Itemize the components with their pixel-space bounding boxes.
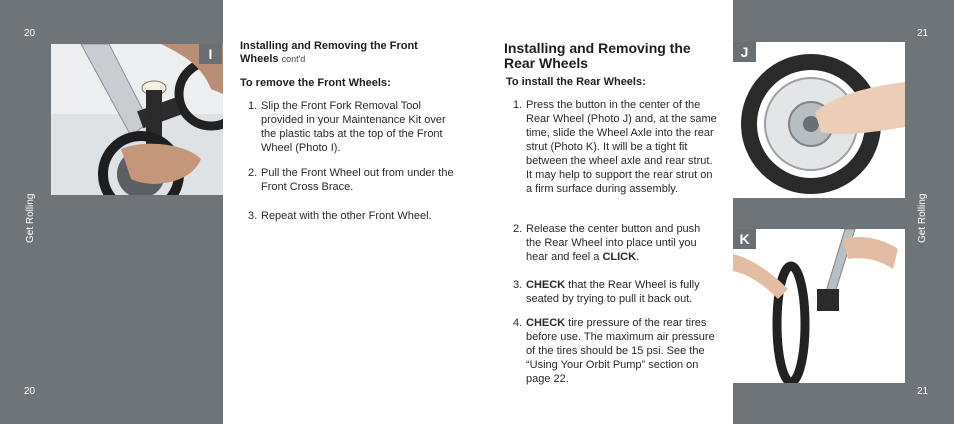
rear-wheel-button-illustration xyxy=(733,42,905,198)
front-wheels-title-text: Installing and Removing the Front Wheels xyxy=(240,40,418,65)
front-wheel-removal-illustration xyxy=(51,44,223,195)
side-label-left: Get Rolling xyxy=(25,193,36,243)
page-number-top-left: 20 xyxy=(24,28,36,39)
front-step-1: 1. Slip the Front Fork Removal Tool provided in your Maintenance Kit over the plastic tabs at the top of the Front Wheel (Photo I). xyxy=(248,100,446,154)
front-wheels-section-title xyxy=(240,40,440,66)
photo-j-label: J xyxy=(733,42,756,62)
front-step-3: 3. Repeat with the other Front Wheel. xyxy=(248,210,432,222)
page-number-bottom-right: 21 xyxy=(917,386,929,397)
front-step-2: 2. Pull the Front Wheel out from under the Front Cross Brace. xyxy=(248,167,454,193)
side-label-right: Get Rolling xyxy=(917,193,928,243)
page-number-bottom-left: 20 xyxy=(24,386,36,397)
photo-i-label: I xyxy=(199,44,222,64)
contd-label: cont'd xyxy=(281,54,306,64)
rear-wheel-axle-illustration xyxy=(733,229,905,383)
rear-step-4: 4. CHECK tire pressure of the rear tires before use. The maximum air pressure of the tires should be 15 psi. See the “Using Your Orbit Pump” section on page 22. xyxy=(513,317,715,385)
rear-step-1: 1. Press the button in the center of the Rear Wheel (Photo J) and, at the same time, slide the Wheel Axle into the rear strut (Photo K). It will be a tight fit between the wheel axle and rear strut. It may help to support the rear strut on a firm surface during assembly. xyxy=(513,99,717,195)
photo-k xyxy=(733,229,905,383)
rear-step-2: 2. Release the center button and push the Rear Wheel into place until you hear and feel a CLICK. xyxy=(513,223,701,263)
page-number-top-right: 21 xyxy=(917,28,929,39)
photo-k-label: K xyxy=(733,229,756,249)
photo-j xyxy=(733,42,905,198)
photo-i xyxy=(51,44,223,195)
rear-step-3: 3. CHECK that the Rear Wheel is fully seated by trying to pull it back out. xyxy=(513,279,700,305)
rear-wheels-section-title: Installing and Removing the Rear Wheels xyxy=(504,40,691,71)
front-wheels-subheading: To remove the Front Wheels: xyxy=(240,77,391,89)
rear-wheels-subheading: To install the Rear Wheels: xyxy=(506,76,646,88)
